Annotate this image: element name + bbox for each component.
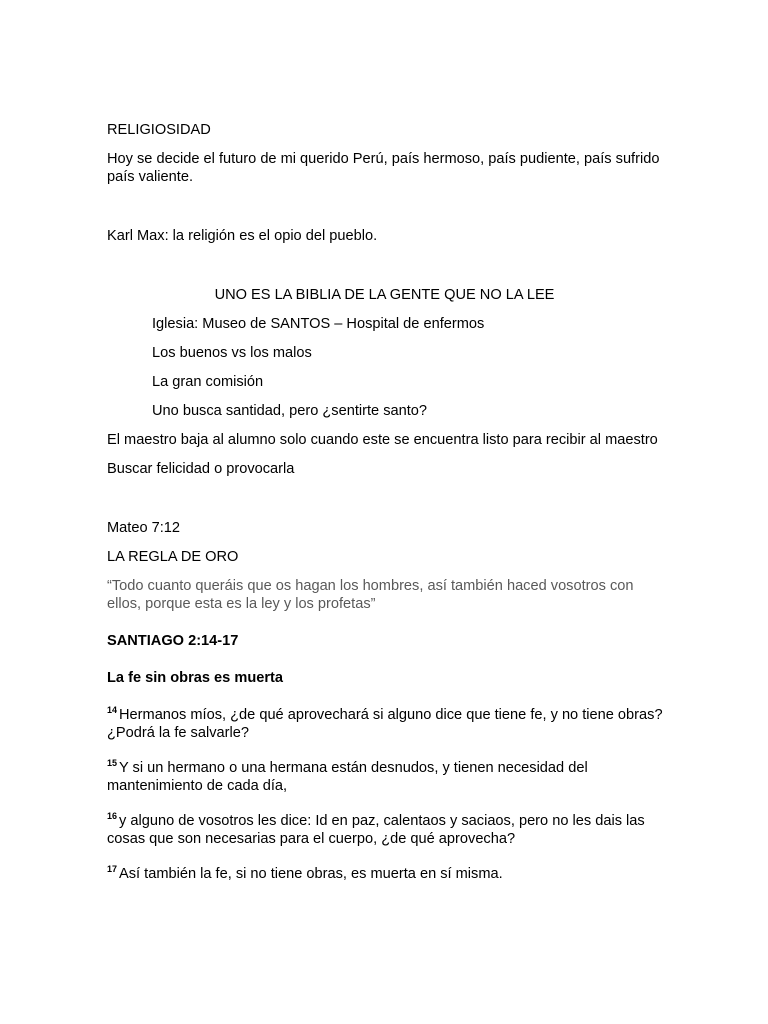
santiago-reference: SANTIAGO 2:14-17 (107, 633, 239, 649)
verse-number: 16 (107, 811, 118, 821)
center-heading: UNO ES LA BIBLIA DE LA GENTE QUE NO LA LEE (214, 287, 555, 303)
document-title: RELIGIOSIDAD (107, 122, 211, 138)
verse-text: y alguno de vosotros les dice: Id en paz, calentaos y saciaos, pero no les dais las cosas que son necesarias para el cuerpo, ¿de qué aprovecha? (107, 813, 645, 847)
verse-number: 17 (107, 864, 118, 874)
verse-16 (107, 812, 667, 848)
regla-quote: “Todo cuanto queráis que os hagan los hombres, así también haced vosotros con ellos, porque esta es la ley y los profetas” (107, 578, 634, 612)
verse-text: Y si un hermano o una hermana están desnudos, y tienen necesidad del mantenimiento de cada día, (107, 760, 588, 794)
verse-text: Hermanos míos, ¿de qué aprovechará si alguno dice que tiene fe, y no tiene obras? ¿Podrá la fe salvarle? (107, 707, 663, 741)
marx-quote: Karl Max: la religión es el opio del pueblo. (107, 228, 378, 244)
verse-17 (107, 865, 667, 883)
document-page (107, 121, 667, 900)
indented-item-4: Uno busca santidad, pero ¿sentirte santo? (152, 403, 428, 419)
felicidad-paragraph: Buscar felicidad o provocarla (107, 461, 295, 477)
verse-14 (107, 706, 667, 742)
verse-number: 14 (107, 705, 118, 715)
santiago-title: La fe sin obras es muerta (107, 670, 284, 686)
verse-number: 15 (107, 758, 118, 768)
verse-text: Así también la fe, si no tiene obras, es muerta en sí misma. (119, 866, 503, 882)
indented-item-3: La gran comisión (152, 374, 264, 390)
indented-item-2: Los buenos vs los malos (152, 345, 312, 361)
mateo-reference: Mateo 7:12 (107, 520, 181, 536)
indented-item-1: Iglesia: Museo de SANTOS – Hospital de enfermos (152, 316, 485, 332)
intro-paragraph: Hoy se decide el futuro de mi querido Perú, país hermoso, país pudiente, país sufrido país valiente. (107, 151, 660, 185)
maestro-paragraph: El maestro baja al alumno solo cuando este se encuentra listo para recibir al maestro (107, 432, 658, 448)
verse-15 (107, 759, 667, 795)
regla-title: LA REGLA DE ORO (107, 549, 239, 565)
